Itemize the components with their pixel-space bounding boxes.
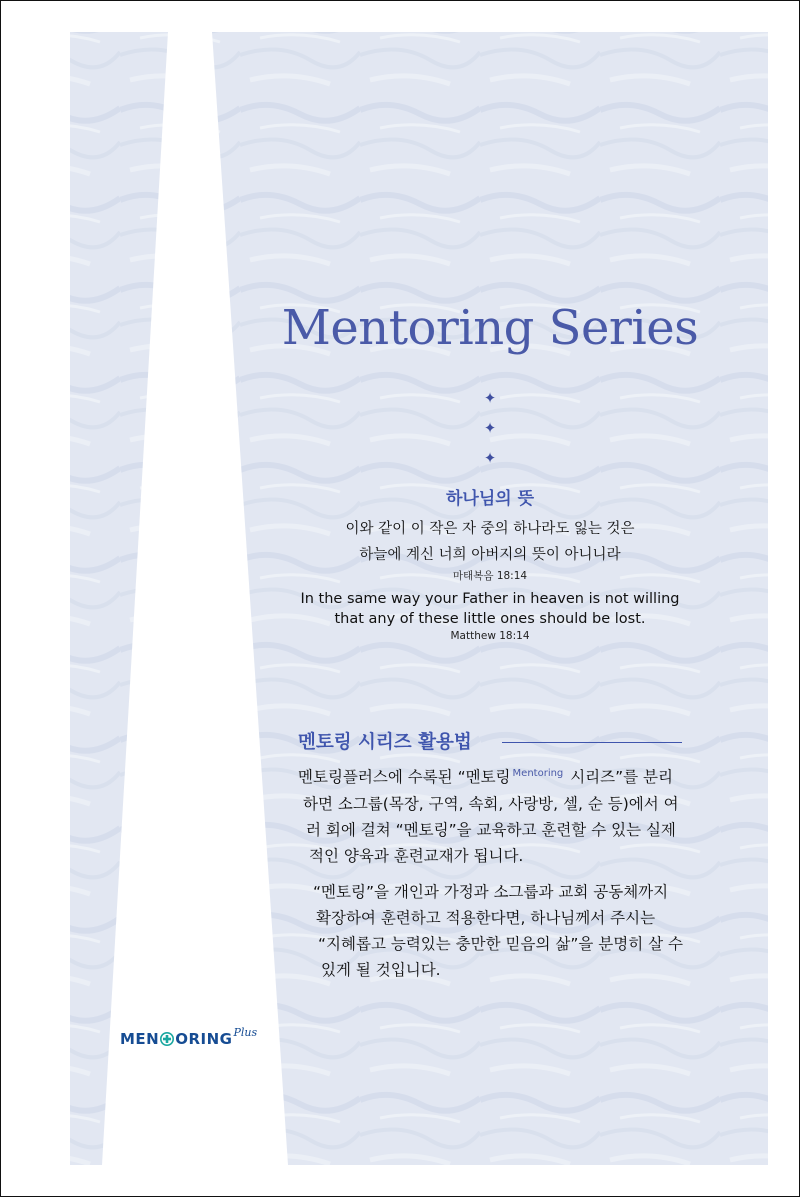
verse-english-line: that any of these little ones should be lost.: [334, 611, 646, 627]
ornament-star-icon: ✦: [483, 419, 497, 437]
verse-english-line: In the same way your Father in heaven is not willing: [300, 591, 680, 607]
verse-english-reference: Matthew 18:14: [450, 630, 530, 642]
verse-korean-line: 하늘에 계신 너희 아버지의 뜻이 아니니라: [359, 547, 621, 563]
usage-text: 멘토링플러스에 수록된 “멘토링: [298, 768, 511, 786]
cross-icon: [160, 1032, 174, 1046]
mentoring-plus-logo: [120, 1026, 257, 1056]
logo-text: MEN: [120, 1030, 160, 1048]
usage-paragraph-line: 적인 양육과 훈련교재가 됩니다.: [309, 847, 524, 865]
usage-paragraph-line: 러 회에 걸쳐 “멘토링”을 교육하고 훈련할 수 있는 실제: [306, 821, 676, 839]
verse-heading: 하나님의 뜻: [445, 489, 535, 509]
ornament-star-icon: ✦: [483, 449, 497, 467]
logo-text: ORING: [175, 1030, 233, 1048]
usage-paragraph-line: 확장하여 훈련하고 적용한다면, 하나님께서 주시는: [316, 909, 656, 927]
mentoring-annotation: Mentoring: [512, 768, 564, 779]
heading-divider: [502, 742, 682, 743]
logo-plus-script: Plus: [233, 1026, 258, 1039]
verse-korean-line: 이와 같이 이 작은 자 중의 하나라도 잃는 것은: [345, 521, 635, 537]
usage-text: 시리즈”를 분리: [565, 768, 674, 786]
usage-heading: 멘토링 시리즈 활용법: [298, 732, 472, 753]
page-title: Mentoring Series: [281, 300, 699, 356]
usage-paragraph-line: [298, 765, 698, 787]
usage-paragraph-line: 하면 소그룹(목장, 구역, 속회, 사랑방, 셀, 순 등)에서 여: [303, 795, 679, 813]
usage-paragraph-line: “지혜롭고 능력있는 충만한 믿음의 삶”을 분명히 살 수: [318, 935, 683, 953]
usage-paragraph-line: “멘토링”을 개인과 가정과 소그룹과 교회 공동체까지: [313, 883, 669, 901]
verse-korean-reference: 마태복음 18:14: [452, 570, 528, 582]
usage-paragraph-line: 있게 될 것입니다.: [321, 961, 441, 979]
ornament-star-icon: ✦: [483, 389, 497, 407]
